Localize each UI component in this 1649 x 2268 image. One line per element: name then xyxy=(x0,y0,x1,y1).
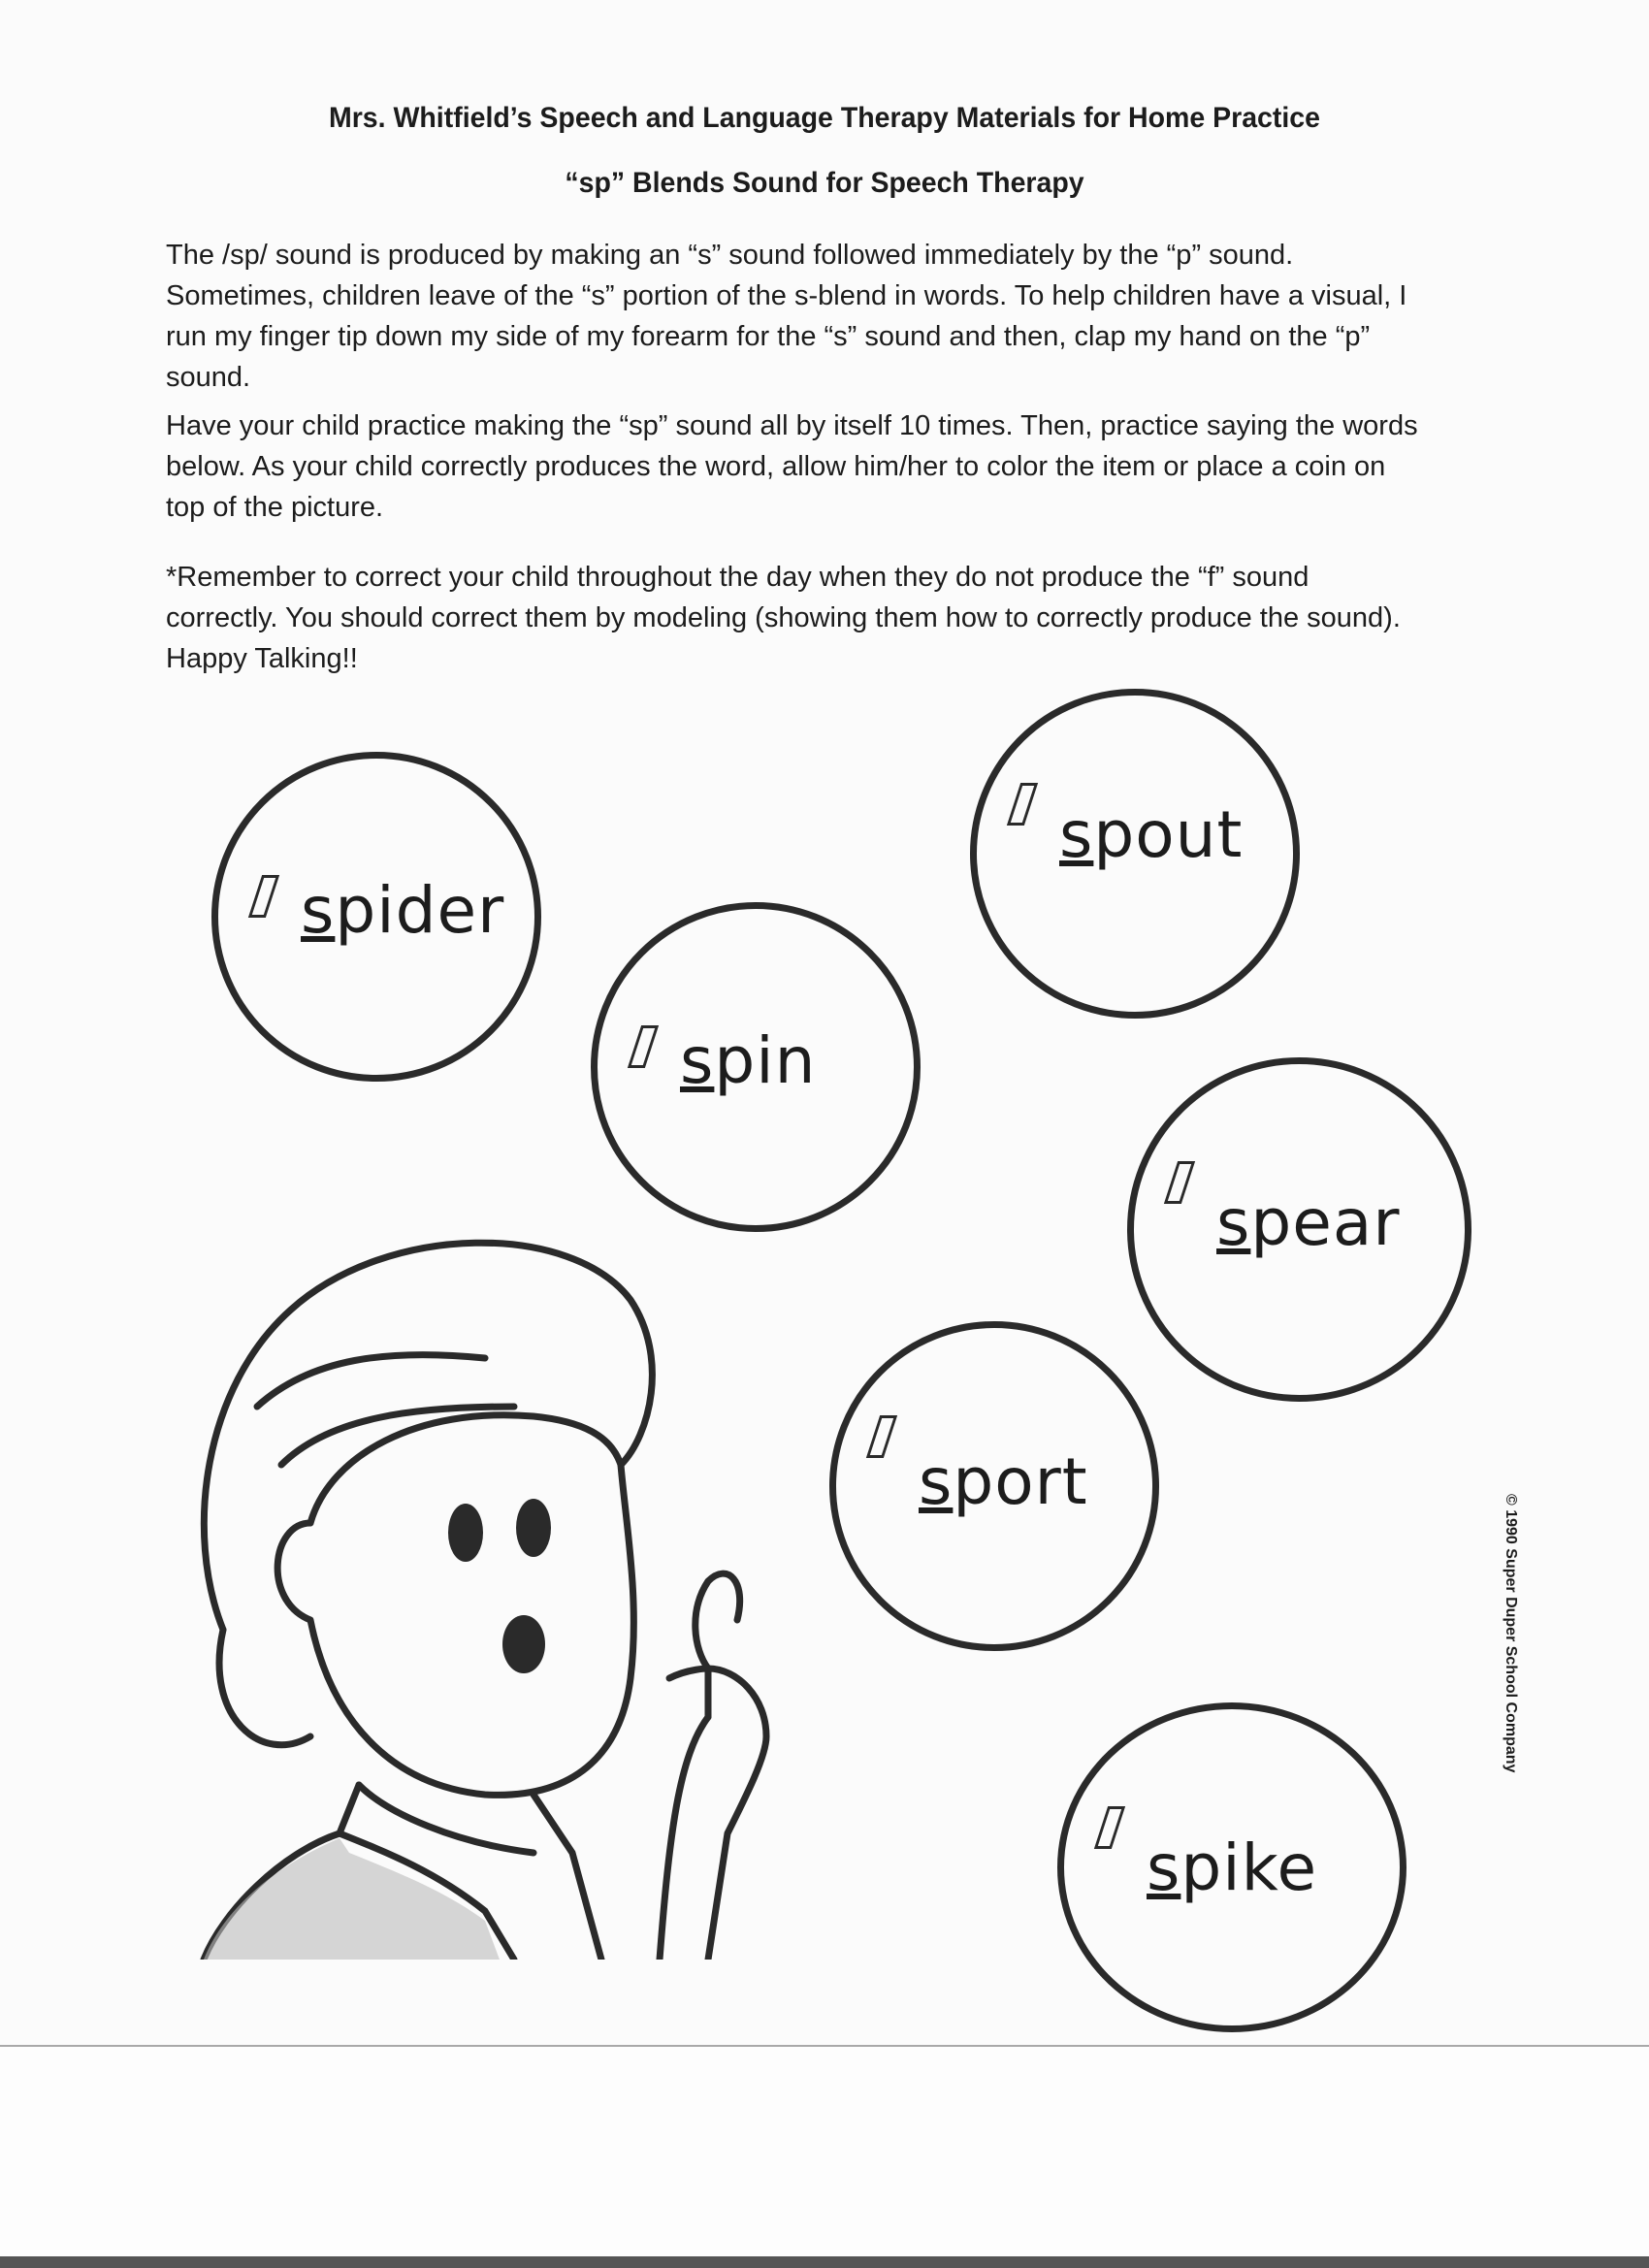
bubble-word: spout xyxy=(1059,797,1244,872)
bubble-word: spear xyxy=(1216,1185,1401,1260)
page-subtitle: “sp” Blends Sound for Speech Therapy xyxy=(565,167,1084,199)
shirt-shading xyxy=(204,1838,500,1960)
bubble-word: spider xyxy=(301,873,505,948)
copyright-notice: © 1990 Super Duper School Company xyxy=(1503,1494,1519,1773)
practice-paragraph: Have your child practice making the “sp” sound all by itself 10 times. Then, practice saying the words below. As your child correctly produces the word, allow him/her to color the item or place a coin on top of the picture. xyxy=(166,410,1418,523)
scan-edge xyxy=(0,2256,1649,2268)
bubble-shine-icon xyxy=(1164,1161,1195,1204)
bubble-spike xyxy=(1057,1702,1406,2032)
mouth xyxy=(502,1615,545,1673)
hair-outline xyxy=(204,1243,652,1630)
bubble-spear xyxy=(1127,1057,1471,1402)
bubble-word: sport xyxy=(919,1444,1088,1519)
right-eye xyxy=(516,1499,551,1557)
bubble-shine-icon xyxy=(1007,783,1038,826)
bubble-shine-icon xyxy=(248,875,279,918)
bubble-spin xyxy=(591,902,921,1232)
bubble-spout xyxy=(970,689,1300,1019)
boy-blowing-bubbles-illustration xyxy=(165,1213,941,1960)
left-eye xyxy=(448,1504,483,1562)
bubble-word: spike xyxy=(1147,1831,1318,1905)
bubble-word: spin xyxy=(680,1023,817,1098)
intro-paragraph: The /sp/ sound is produced by making an “s” sound followed immediately by the “p” sound. Sometimes, children leave of the “s” portion of the s-blend in words. To help children have a visual, I run my finger tip down my side of my forearm for the “s” sound and then, clap my hand on the “p” sound. xyxy=(166,240,1407,393)
bubble-shine-icon xyxy=(1094,1806,1125,1849)
bubble-shine-icon xyxy=(628,1025,659,1068)
page-title: Mrs. Whitfield’s Speech and Language Therapy Materials for Home Practice xyxy=(328,102,1321,134)
reminder-paragraph: *Remember to correct your child throughout the day when they do not produce the “f” sound correctly. You should correct them by modeling (showing them how to correctly produce the sound). Happy Talking!! xyxy=(166,562,1401,674)
bubble-spider xyxy=(211,752,541,1082)
